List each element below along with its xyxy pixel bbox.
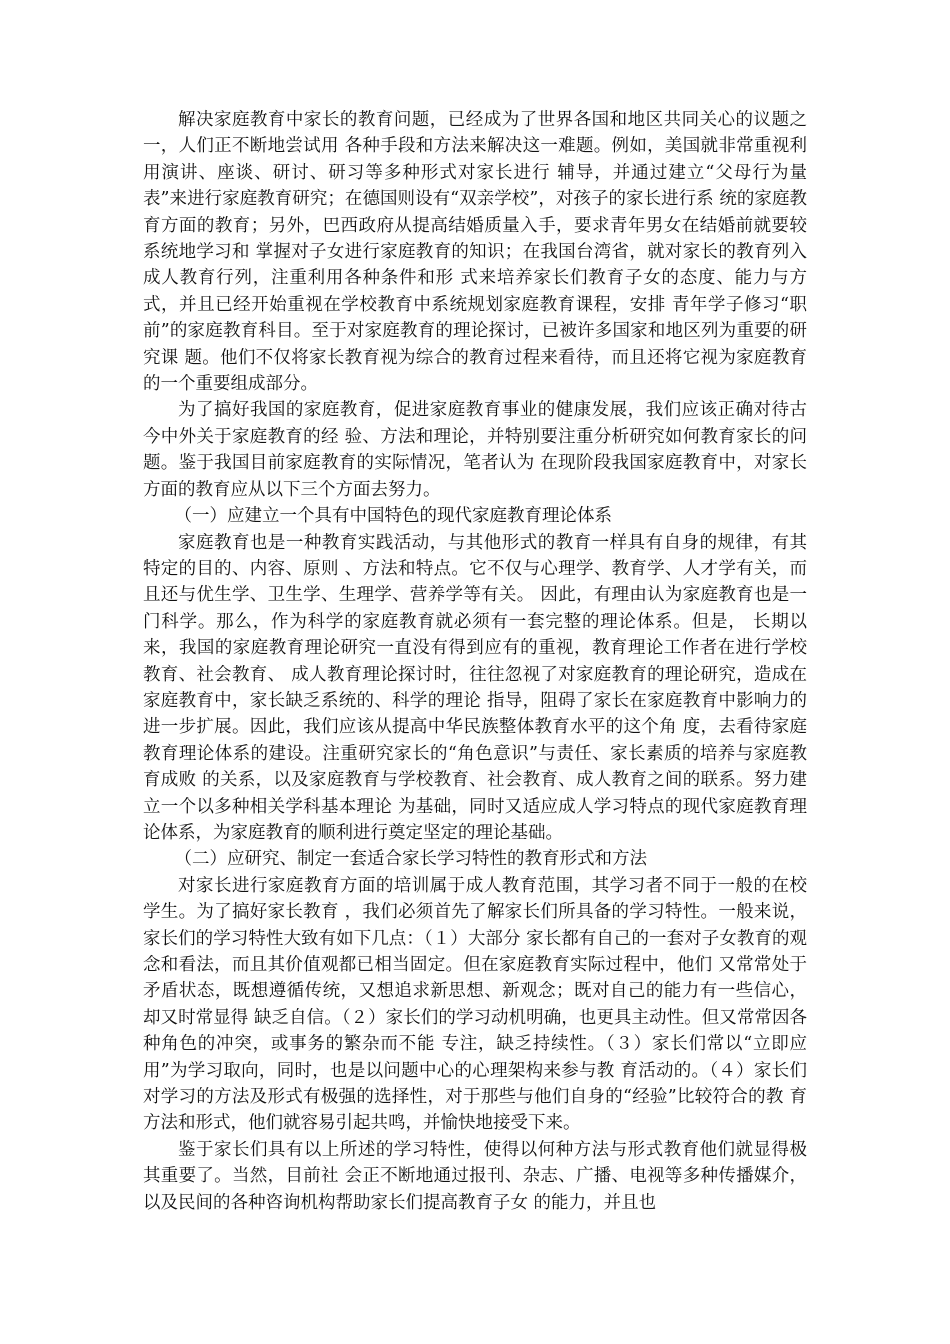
section-heading-2: （二）应研究、制定一套适合家长学习特性的教育形式和方法 <box>174 849 647 870</box>
paragraph-section-1: 家庭教育也是一种教育实践活动，与其他形式的教育一样具有自身的规律，有其特定的目的、内容、原则 、方法和特点。它不仅与心理学、教育学、人才学有关，而且还与优生学、卫生学、生理学、营养学等有关。 因此，有理由认为家庭教育也是一门科学。那么，作为科学的家庭教育就必须有一套完整的理论体系。但是， 长期以来，我国的家庭教育理论研究一直没有得到应有的重视，教育理论工作者在进行学校教育、社会教育、 成人教育理论探讨时，往往忽视了对家庭教育的理论研究，造成在家庭教育中，家长缺乏系统的、科学的理论 指导，阻碍了家长在家庭教育中影响力的进一步扩展。因此，我们应该从提高中华民族整体教育水平的这个角 度，去看待家庭教育理论体系的建设。注重研究家长的“角色意识”与责任、家长素质的培养与家庭教育成败 的关系，以及家庭教育与学校教育、社会教育、成人教育之间的联系。努力建立一个以多种相关学科基本理论 为基础，同时又适应成人学习特点的现代家庭教育理论体系，为家庭教育的顺利进行奠定坚定的理论基础。 <box>143 532 807 843</box>
paragraph-purpose: 为了搞好我国的家庭教育，促进家庭教育事业的健康发展，我们应该正确对待古今中外关于家庭教育的经 验、方法和理论，并特别要注重分析研究如何教育家长的问题。鉴于我国目前家庭教育的实际情况，笔者认为 在现阶段我国家庭教育中，对家长方面的教育应从以下三个方面去努力。 <box>143 400 807 500</box>
paragraph-intro: 解决家庭教育中家长的教育问题，已经成为了世界各国和地区共同关心的议题之一，人们正不断地尝试用 各种手段和方法来解决这一难题。例如，美国就非常重视利用演讲、座谈、研讨、研习等多种形式对家长进行 辅导，并通过建立“父母行为量表”来进行家庭教育研究；在德国则设有“双亲学校”，对孩子的家长进行系 统的家庭教育方面的教育；另外，巴西政府从提高结婚质量入手，要求青年男女在结婚前就要较系统地学习和 掌握对子女进行家庭教育的知识；在我国台湾省，就对家长的教育列入成人教育行列，注重利用各种条件和形 式来培养家长们教育子女的态度、能力与方式，并且已经开始重视在学校教育中系统规划家庭教育课程，安排 青年学子修习“职前”的家庭教育科目。至于对家庭教育的理论探讨，已被许多国家和地区列为重要的研究课 题。他们不仅将家长教育视为综合的教育过程来看待，而且还将它视为家庭教育的一个重要组成部分。 <box>143 110 807 395</box>
section-heading-1: （一）应建立一个具有中国特色的现代家庭教育理论体系 <box>174 506 612 527</box>
paragraph-methods: 鉴于家长们具有以上所述的学习特性，使得以何种方法与形式教育他们就显得极其重要了。当然，目前社 会正不断地通过报刊、杂志、广播、电视等多种传播媒介，以及民间的各种咨询机构帮助家长们提高教育子女 的能力，并且也 <box>143 1139 807 1213</box>
paragraph-learning-traits: 对家长进行家庭教育方面的培训属于成人教育范围，其学习者不同于一般的在校学生。为了搞好家长教育 ，我们必须首先了解家长们所具备的学习特性。一般来说，家长们的学习特性大致有如下几点：（１）大部分 家长都有自己的一套对子女教育的观念和看法，而且其价值观都已相当固定。但在家庭教育实际过程中，他们 又常常处于矛盾状态，既想遵循传统，又想追求新思想、新观念；既对自己的能力有一些信心，却又时常显得 缺乏自信。（２）家长们的学习动机明确，也更具主动性。但又常常因各种角色的冲突，或事务的繁杂而不能 专注，缺乏持续性。（３）家长们常以“立即应用”为学习取向，同时，也是以问题中心的心理架构来参与教 育活动的。（４）家长们对学习的方法及形式有极强的选择性，对于那些与他们自身的“经验”比较符合的教 育方法和形式，他们就容易引起共鸣，并愉快地接受下来。 <box>143 875 807 1134</box>
document-body <box>143 107 807 1216</box>
